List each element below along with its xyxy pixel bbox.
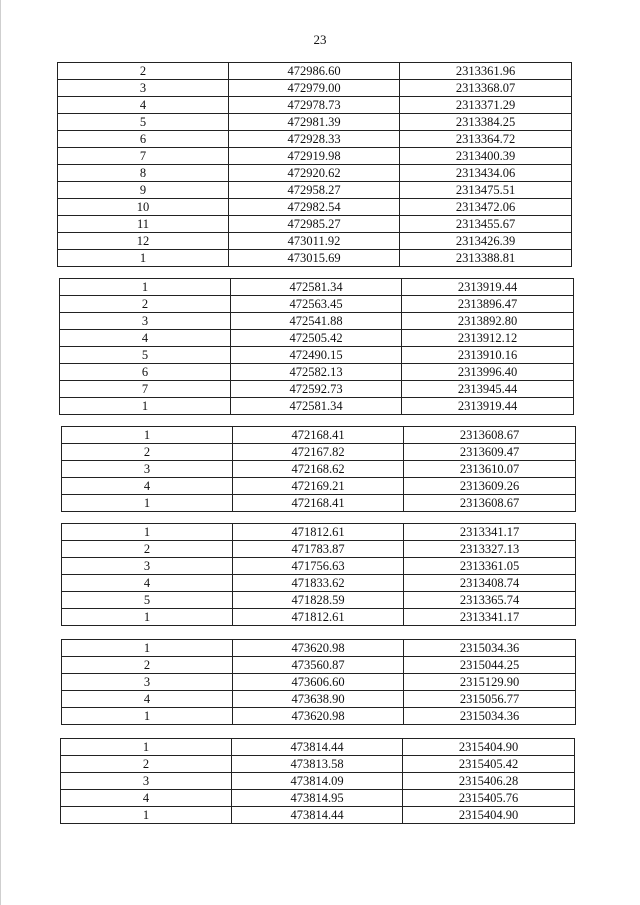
point-number-cell: 3 xyxy=(62,558,233,575)
y-coordinate-cell: 2313910.16 xyxy=(402,347,574,364)
y-coordinate-cell: 2313609.26 xyxy=(404,478,576,495)
point-number-cell: 2 xyxy=(62,444,233,461)
x-coordinate-cell: 472919.98 xyxy=(229,148,400,165)
table-row xyxy=(61,807,575,824)
y-coordinate-cell: 2315404.90 xyxy=(403,807,575,824)
x-coordinate-cell: 472168.62 xyxy=(233,461,404,478)
x-coordinate-cell: 471812.61 xyxy=(233,524,404,541)
coordinate-table xyxy=(57,62,572,267)
table-row xyxy=(60,398,574,415)
x-coordinate-cell: 473606.60 xyxy=(233,674,404,691)
point-number-cell: 3 xyxy=(62,461,233,478)
x-coordinate-cell: 472581.34 xyxy=(231,398,402,415)
table-row xyxy=(58,148,572,165)
table-row xyxy=(58,233,572,250)
table-row xyxy=(60,330,574,347)
y-coordinate-cell: 2313327.13 xyxy=(404,541,576,558)
table-row xyxy=(58,114,572,131)
y-coordinate-cell: 2313610.07 xyxy=(404,461,576,478)
y-coordinate-cell: 2313341.17 xyxy=(404,609,576,626)
x-coordinate-cell: 472981.39 xyxy=(229,114,400,131)
point-number-cell: 9 xyxy=(58,182,229,199)
point-number-cell: 1 xyxy=(60,279,231,296)
table-row xyxy=(62,640,576,657)
point-number-cell: 1 xyxy=(62,524,233,541)
point-number-cell: 8 xyxy=(58,165,229,182)
point-number-cell: 10 xyxy=(58,199,229,216)
x-coordinate-cell: 472986.60 xyxy=(229,63,400,80)
point-number-cell: 7 xyxy=(60,381,231,398)
table-row xyxy=(62,657,576,674)
y-coordinate-cell: 2313912.12 xyxy=(402,330,574,347)
y-coordinate-cell: 2315404.90 xyxy=(403,739,575,756)
y-coordinate-cell: 2313371.29 xyxy=(400,97,572,114)
table-row xyxy=(58,165,572,182)
table-row xyxy=(62,609,576,626)
table-row xyxy=(58,250,572,267)
y-coordinate-cell: 2313384.25 xyxy=(400,114,572,131)
x-coordinate-cell: 472978.73 xyxy=(229,97,400,114)
point-number-cell: 6 xyxy=(58,131,229,148)
table-row xyxy=(58,63,572,80)
x-coordinate-cell: 471828.59 xyxy=(233,592,404,609)
y-coordinate-cell: 2313341.17 xyxy=(404,524,576,541)
y-coordinate-cell: 2315405.42 xyxy=(403,756,575,773)
x-coordinate-cell: 472982.54 xyxy=(229,199,400,216)
y-coordinate-cell: 2313919.44 xyxy=(402,279,574,296)
table-row xyxy=(62,691,576,708)
scan-edge-line xyxy=(0,0,1,905)
point-number-cell: 1 xyxy=(62,640,233,657)
point-number-cell: 2 xyxy=(58,63,229,80)
y-coordinate-cell: 2315034.36 xyxy=(404,640,576,657)
y-coordinate-cell: 2313609.47 xyxy=(404,444,576,461)
table-row xyxy=(62,478,576,495)
point-number-cell: 2 xyxy=(60,296,231,313)
point-number-cell: 4 xyxy=(62,478,233,495)
point-number-cell: 2 xyxy=(62,541,233,558)
table-row xyxy=(61,790,575,807)
table-row xyxy=(58,80,572,97)
x-coordinate-cell: 471833.62 xyxy=(233,575,404,592)
x-coordinate-cell: 472167.82 xyxy=(233,444,404,461)
x-coordinate-cell: 472592.73 xyxy=(231,381,402,398)
table-row xyxy=(62,541,576,558)
x-coordinate-cell: 472169.21 xyxy=(233,478,404,495)
x-coordinate-cell: 472541.88 xyxy=(231,313,402,330)
x-coordinate-cell: 473638.90 xyxy=(233,691,404,708)
table-row xyxy=(62,575,576,592)
point-number-cell: 12 xyxy=(58,233,229,250)
y-coordinate-cell: 2315044.25 xyxy=(404,657,576,674)
point-number-cell: 3 xyxy=(62,674,233,691)
x-coordinate-cell: 472920.62 xyxy=(229,165,400,182)
point-number-cell: 1 xyxy=(62,495,233,512)
x-coordinate-cell: 473620.98 xyxy=(233,640,404,657)
y-coordinate-cell: 2313408.74 xyxy=(404,575,576,592)
x-coordinate-cell: 473620.98 xyxy=(233,708,404,725)
table-row xyxy=(60,347,574,364)
x-coordinate-cell: 472168.41 xyxy=(233,427,404,444)
table-row xyxy=(62,708,576,725)
y-coordinate-cell: 2315056.77 xyxy=(404,691,576,708)
point-number-cell: 5 xyxy=(58,114,229,131)
y-coordinate-cell: 2313996.40 xyxy=(402,364,574,381)
table-row xyxy=(62,444,576,461)
y-coordinate-cell: 2313608.67 xyxy=(404,495,576,512)
coordinate-table xyxy=(60,738,575,824)
point-number-cell: 4 xyxy=(62,691,233,708)
table-row xyxy=(58,199,572,216)
table-row xyxy=(58,131,572,148)
point-number-cell: 3 xyxy=(60,313,231,330)
point-number-cell: 4 xyxy=(62,575,233,592)
x-coordinate-cell: 471812.61 xyxy=(233,609,404,626)
point-number-cell: 1 xyxy=(60,398,231,415)
y-coordinate-cell: 2315034.36 xyxy=(404,708,576,725)
table-row xyxy=(62,524,576,541)
point-number-cell: 1 xyxy=(61,807,232,824)
coordinate-table xyxy=(61,426,576,512)
point-number-cell: 3 xyxy=(58,80,229,97)
x-coordinate-cell: 473814.44 xyxy=(232,739,403,756)
table-row xyxy=(58,182,572,199)
x-coordinate-cell: 472168.41 xyxy=(233,495,404,512)
x-coordinate-cell: 472563.45 xyxy=(231,296,402,313)
y-coordinate-cell: 2313608.67 xyxy=(404,427,576,444)
x-coordinate-cell: 473814.09 xyxy=(232,773,403,790)
x-coordinate-cell: 472505.42 xyxy=(231,330,402,347)
table-row xyxy=(60,279,574,296)
point-number-cell: 4 xyxy=(58,97,229,114)
x-coordinate-cell: 473814.95 xyxy=(232,790,403,807)
point-number-cell: 2 xyxy=(61,756,232,773)
table-row xyxy=(62,461,576,478)
y-coordinate-cell: 2313364.72 xyxy=(400,131,572,148)
point-number-cell: 7 xyxy=(58,148,229,165)
point-number-cell: 1 xyxy=(61,739,232,756)
y-coordinate-cell: 2313896.47 xyxy=(402,296,574,313)
table-row xyxy=(62,674,576,691)
y-coordinate-cell: 2313919.44 xyxy=(402,398,574,415)
table-row xyxy=(61,773,575,790)
table-row xyxy=(62,427,576,444)
y-coordinate-cell: 2313475.51 xyxy=(400,182,572,199)
page-number: 23 xyxy=(313,32,327,47)
table-row xyxy=(60,296,574,313)
x-coordinate-cell: 472490.15 xyxy=(231,347,402,364)
point-number-cell: 6 xyxy=(60,364,231,381)
table-row xyxy=(61,756,575,773)
y-coordinate-cell: 2313472.06 xyxy=(400,199,572,216)
table-row xyxy=(60,313,574,330)
table-row xyxy=(60,381,574,398)
x-coordinate-cell: 473814.44 xyxy=(232,807,403,824)
y-coordinate-cell: 2313400.39 xyxy=(400,148,572,165)
x-coordinate-cell: 472582.13 xyxy=(231,364,402,381)
table-row xyxy=(61,739,575,756)
x-coordinate-cell: 472985.27 xyxy=(229,216,400,233)
point-number-cell: 1 xyxy=(58,250,229,267)
table-row xyxy=(62,592,576,609)
y-coordinate-cell: 2313892.80 xyxy=(402,313,574,330)
x-coordinate-cell: 471756.63 xyxy=(233,558,404,575)
point-number-cell: 1 xyxy=(62,708,233,725)
table-row xyxy=(58,216,572,233)
y-coordinate-cell: 2313426.39 xyxy=(400,233,572,250)
y-coordinate-cell: 2315406.28 xyxy=(403,773,575,790)
x-coordinate-cell: 472979.00 xyxy=(229,80,400,97)
point-number-cell: 5 xyxy=(62,592,233,609)
y-coordinate-cell: 2315129.90 xyxy=(404,674,576,691)
table-row xyxy=(62,558,576,575)
point-number-cell: 4 xyxy=(60,330,231,347)
x-coordinate-cell: 472958.27 xyxy=(229,182,400,199)
table-row xyxy=(58,97,572,114)
x-coordinate-cell: 473560.87 xyxy=(233,657,404,674)
y-coordinate-cell: 2313361.05 xyxy=(404,558,576,575)
x-coordinate-cell: 472581.34 xyxy=(231,279,402,296)
x-coordinate-cell: 472928.33 xyxy=(229,131,400,148)
x-coordinate-cell: 473813.58 xyxy=(232,756,403,773)
point-number-cell: 3 xyxy=(61,773,232,790)
x-coordinate-cell: 473011.92 xyxy=(229,233,400,250)
point-number-cell: 4 xyxy=(61,790,232,807)
coordinate-table xyxy=(61,639,576,725)
y-coordinate-cell: 2313388.81 xyxy=(400,250,572,267)
point-number-cell: 11 xyxy=(58,216,229,233)
x-coordinate-cell: 471783.87 xyxy=(233,541,404,558)
point-number-cell: 1 xyxy=(62,609,233,626)
coordinate-table xyxy=(61,523,576,626)
point-number-cell: 1 xyxy=(62,427,233,444)
y-coordinate-cell: 2313368.07 xyxy=(400,80,572,97)
x-coordinate-cell: 473015.69 xyxy=(229,250,400,267)
point-number-cell: 2 xyxy=(62,657,233,674)
point-number-cell: 5 xyxy=(60,347,231,364)
table-row xyxy=(60,364,574,381)
y-coordinate-cell: 2313361.96 xyxy=(400,63,572,80)
table-row xyxy=(62,495,576,512)
y-coordinate-cell: 2313455.67 xyxy=(400,216,572,233)
coordinate-table xyxy=(59,278,574,415)
y-coordinate-cell: 2315405.76 xyxy=(403,790,575,807)
y-coordinate-cell: 2313945.44 xyxy=(402,381,574,398)
y-coordinate-cell: 2313434.06 xyxy=(400,165,572,182)
y-coordinate-cell: 2313365.74 xyxy=(404,592,576,609)
